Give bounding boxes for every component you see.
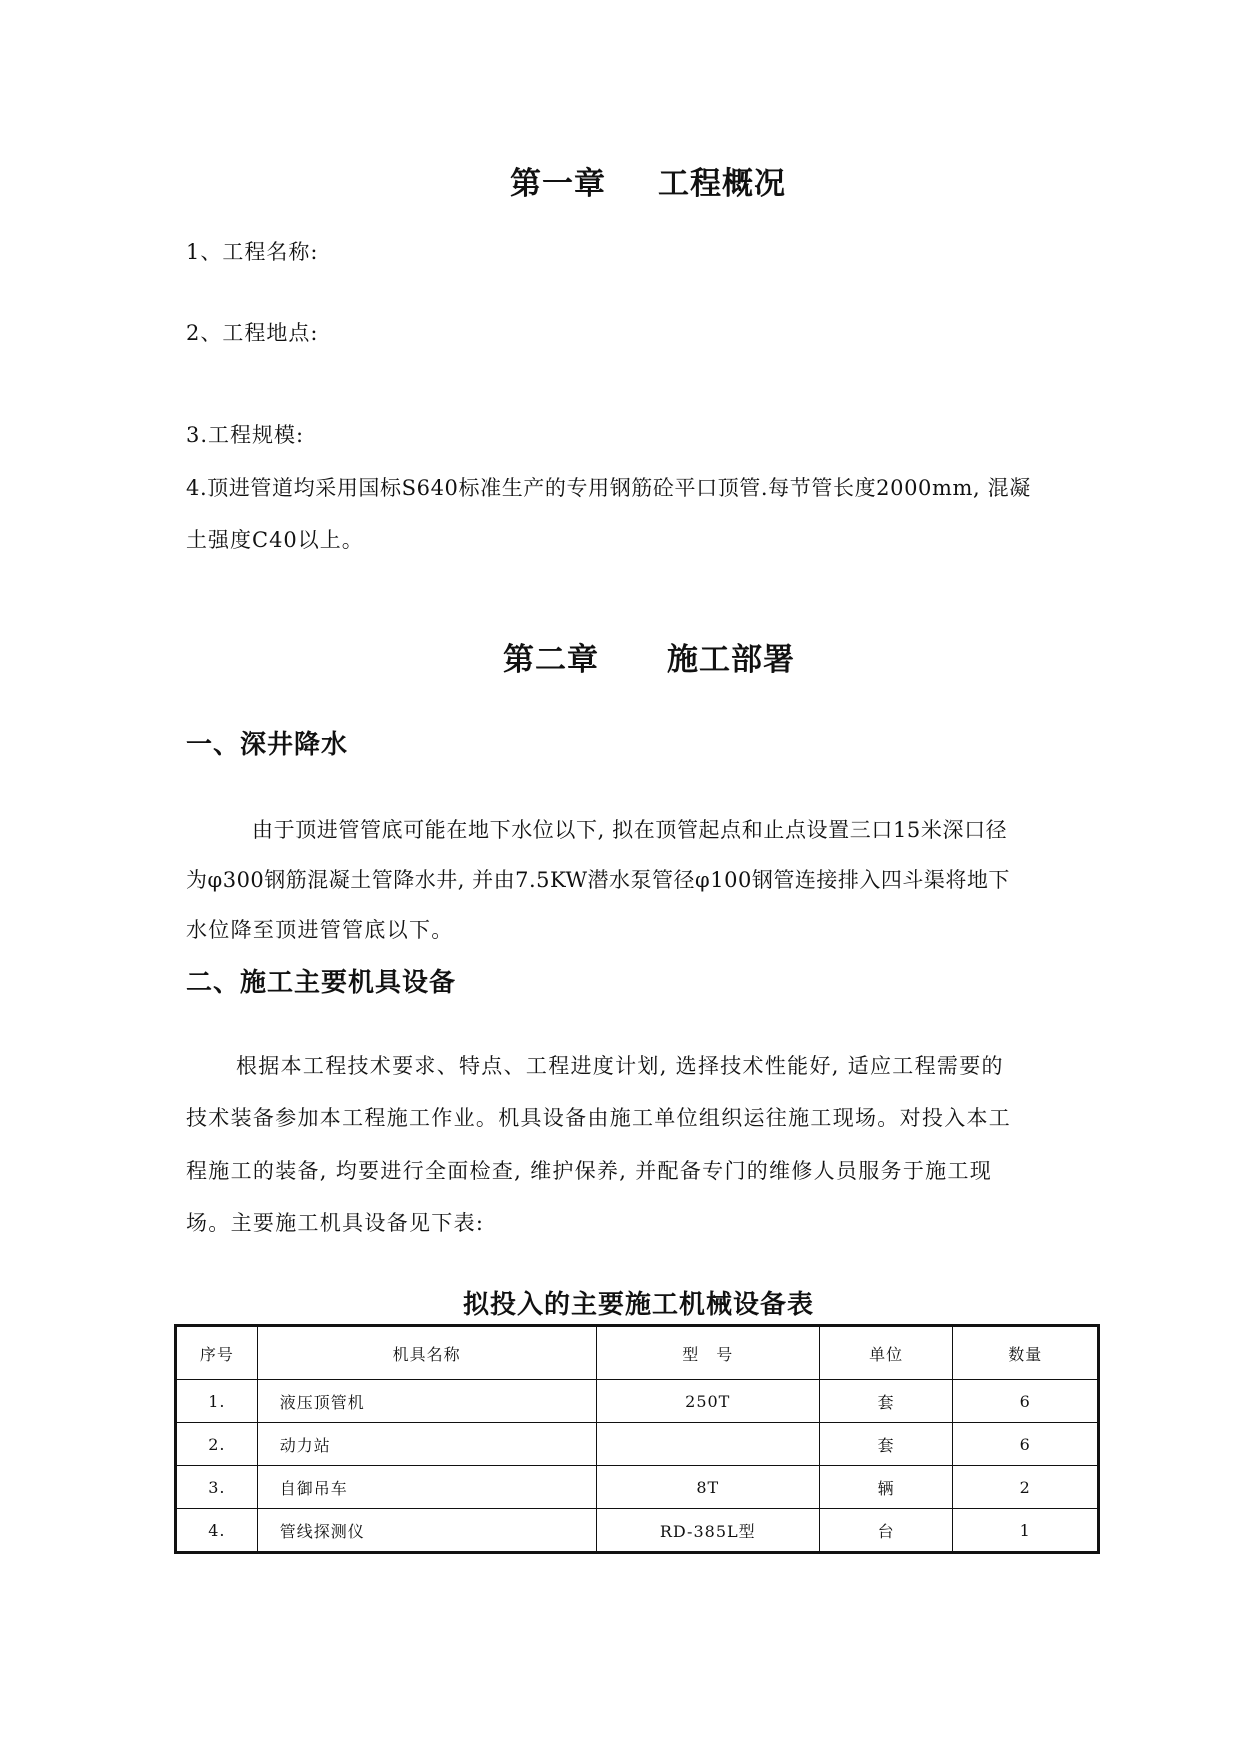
project-location-item: 2、工程地点: (186, 321, 319, 345)
header-unit: 单位 (819, 1326, 953, 1380)
pipe-spec-item-line-1: 4.顶进管道均采用国标S640标准生产的专用钢筋砼平口顶管.每节管长度2000mm, 混凝 (186, 476, 1031, 500)
cell-equipment-name: 液压顶管机 (257, 1380, 596, 1423)
project-scale-item: 3.工程规模: (186, 423, 305, 447)
equipment-paragraph-line-1: 根据本工程技术要求、特点、工程进度计划, 选择技术性能好, 适应工程需要的 (236, 1054, 1004, 1078)
header-quantity: 数量 (953, 1326, 1099, 1380)
cell-quantity: 2 (953, 1466, 1099, 1509)
section-equipment-heading: 二、施工主要机具设备 (186, 968, 457, 998)
chapter-2-name: 施工部署 (667, 642, 795, 678)
cell-model: 8T (596, 1466, 819, 1509)
chapter-1-name: 工程概况 (658, 166, 786, 202)
cell-equipment-name: 管线探测仪 (257, 1509, 596, 1553)
chapter-2-title (503, 634, 795, 679)
cell-quantity: 6 (953, 1423, 1099, 1466)
header-equipment-name: 机具名称 (257, 1326, 596, 1380)
cell-model (596, 1423, 819, 1466)
chapter-1-title (510, 158, 786, 203)
cell-model: RD-385L型 (596, 1509, 819, 1553)
section-dewatering-heading: 一、深井降水 (186, 730, 349, 760)
equipment-paragraph-line-2: 技术装备参加本工程施工作业。机具设备由施工单位组织运往施工现场。对投入本工 (186, 1106, 1012, 1130)
pipe-spec-item-line-2: 土强度C40以上。 (186, 528, 364, 552)
cell-unit: 套 (819, 1423, 953, 1466)
cell-index: 3. (176, 1466, 258, 1509)
header-model: 型 号 (596, 1326, 819, 1380)
cell-equipment-name: 动力站 (257, 1423, 596, 1466)
table-row (176, 1423, 1099, 1466)
table-row (176, 1466, 1099, 1509)
cell-equipment-name: 自御吊车 (257, 1466, 596, 1509)
cell-unit: 套 (819, 1380, 953, 1423)
equipment-paragraph-line-3: 程施工的装备, 均要进行全面检查, 维护保养, 并配备专门的维修人员服务于施工现 (186, 1159, 993, 1183)
table-row (176, 1380, 1099, 1423)
cell-unit: 台 (819, 1509, 953, 1553)
project-name-item: 1、工程名称: (186, 240, 319, 264)
cell-index: 1. (176, 1380, 258, 1423)
cell-quantity: 6 (953, 1380, 1099, 1423)
cell-index: 2. (176, 1423, 258, 1466)
cell-quantity: 1 (953, 1509, 1099, 1553)
table-row (176, 1509, 1099, 1553)
cell-unit: 辆 (819, 1466, 953, 1509)
cell-model: 250T (596, 1380, 819, 1423)
chapter-1-number: 第一章 (510, 166, 606, 202)
dewatering-paragraph-line-3: 水位降至顶进管管底以下。 (186, 918, 454, 942)
cell-index: 4. (176, 1509, 258, 1553)
header-index: 序号 (176, 1326, 258, 1380)
equipment-paragraph-line-4: 场。主要施工机具设备见下表: (186, 1211, 485, 1235)
table-header-row (176, 1326, 1099, 1380)
dewatering-paragraph-line-1: 由于顶进管管底可能在地下水位以下, 拟在顶管起点和止点设置三口15米深口径 (252, 818, 1008, 842)
equipment-table (174, 1324, 1100, 1554)
dewatering-paragraph-line-2: 为φ300钢筋混凝土管降水井, 并由7.5KW潜水泵管径φ100钢管连接排入四斗渠将地下 (186, 868, 1010, 892)
equipment-table-title: 拟投入的主要施工机械设备表 (463, 1290, 815, 1320)
chapter-2-number: 第二章 (503, 642, 599, 678)
